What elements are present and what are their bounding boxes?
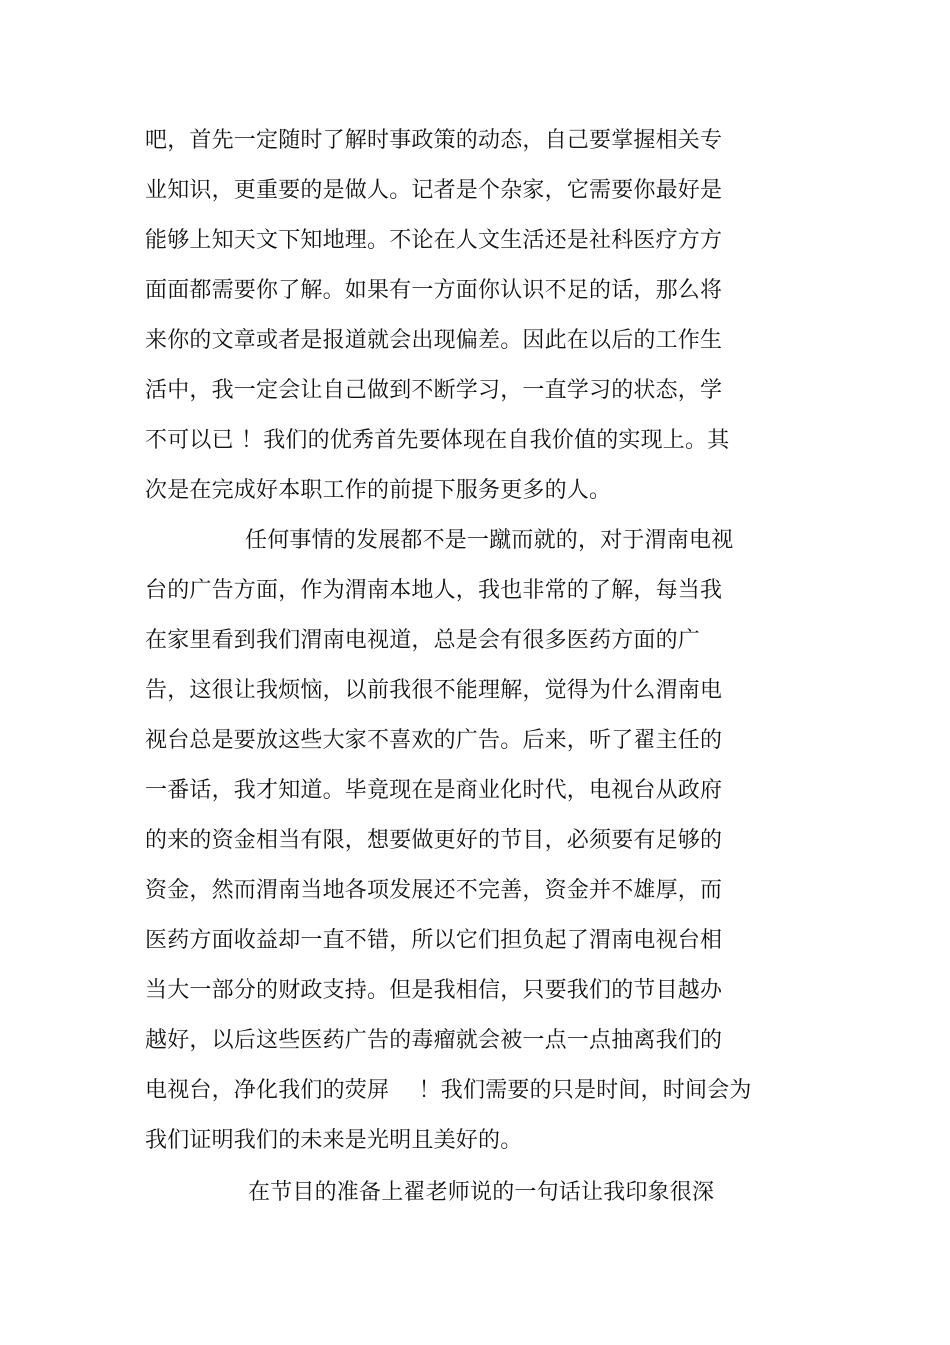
text-line: 吧，首先一定随时了解时事政策的动态，自己要掌握相关专 bbox=[145, 128, 723, 153]
text-line: 能够上知天文下知地理。不论在人文生活还是社科医疗方方 bbox=[145, 228, 723, 253]
text-line: 电视台，净化我们的荧屏 ！我们需要的只是时间，时间会为 bbox=[145, 1078, 752, 1103]
text-line: 台的广告方面，作为渭南本地人，我也非常的了解，每当我 bbox=[145, 578, 723, 603]
text-line: 来你的文章或者是报道就会出现偏差。因此在以后的工作生 bbox=[145, 328, 723, 353]
text-line: 当大一部分的财政支持。但是我相信，只要我们的节目越办 bbox=[145, 978, 723, 1003]
text-line: 越好，以后这些医药广告的毒瘤就会被一点一点抽离我们的 bbox=[145, 1028, 723, 1053]
text-line: 不可以已 ！我们的优秀首先要体现在自我价值的实现上。其 bbox=[145, 428, 730, 453]
paragraph-start-line: 在节目的准备上翟老师说的一句话让我印象很深 bbox=[248, 1180, 715, 1205]
text-line: 一番话，我才知道。毕竟现在是商业化时代，电视台从政府 bbox=[145, 778, 723, 803]
text-line: 次是在完成好本职工作的前提下服务更多的人。 bbox=[145, 478, 612, 503]
text-line: 的来的资金相当有限，想要做更好的节目，必须要有足够的 bbox=[145, 828, 723, 853]
text-line: 我们证明我们的未来是光明且美好的。 bbox=[145, 1128, 523, 1153]
text-line: 资金，然而渭南当地各项发展还不完善，资金并不雄厚，而 bbox=[145, 878, 723, 903]
text-line: 面面都需要你了解。如果有一方面你认识不足的话，那么将 bbox=[145, 278, 723, 303]
text-line: 活中，我一定会让自己做到不断学习，一直学习的状态，学 bbox=[145, 378, 723, 403]
paragraph-start-line: 任何事情的发展都不是一蹴而就的，对于渭南电视 bbox=[245, 528, 734, 553]
text-line: 在家里看到我们渭南电视道，总是会有很多医药方面的广 bbox=[145, 628, 701, 653]
text-line: 视台总是要放这些大家不喜欢的广告。后来，听了翟主任的 bbox=[145, 728, 723, 753]
text-line: 医药方面收益却一直不错，所以它们担负起了渭南电视台相 bbox=[145, 928, 723, 953]
text-line: 业知识，更重要的是做人。记者是个杂家，它需要你最好是 bbox=[145, 178, 723, 203]
text-line: 告，这很让我烦恼，以前我很不能理解，觉得为什么渭南电 bbox=[145, 678, 723, 703]
